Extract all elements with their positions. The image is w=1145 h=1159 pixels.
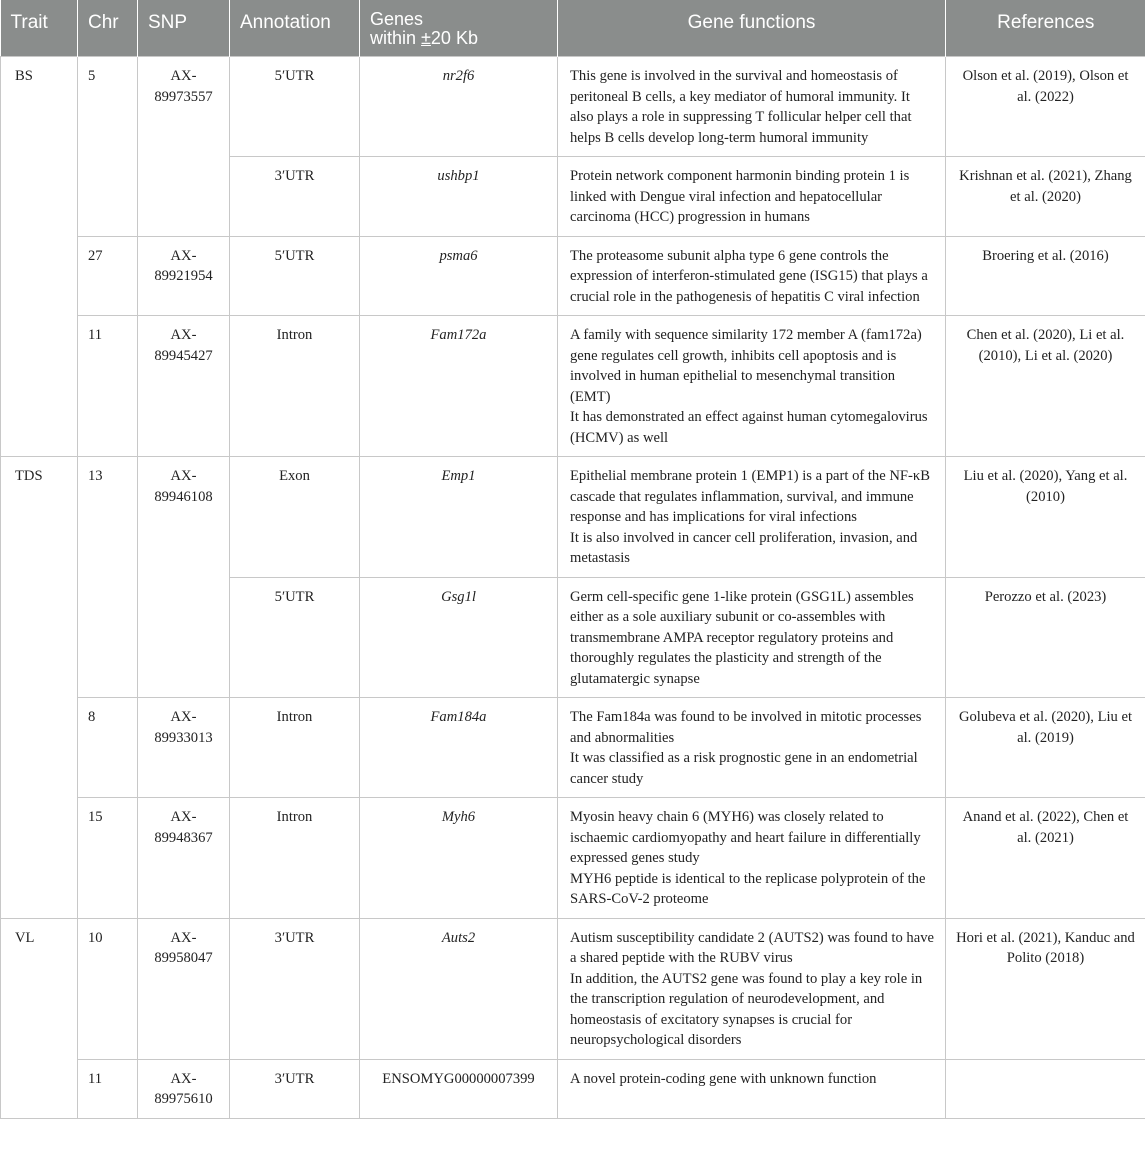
header-trait: Trait <box>1 0 78 57</box>
gene-cell: psma6 <box>360 236 558 316</box>
header-functions: Gene functions <box>558 0 946 57</box>
function-paragraph: The Fam184a was found to be involved in mitotic processes and abnormalities <box>570 709 922 746</box>
annotation-cell: 3′UTR <box>230 918 360 1059</box>
chr-cell: 15 <box>78 798 138 919</box>
references-cell: Hori et al. (2021), Kanduc and Polito (2018) <box>946 918 1145 1059</box>
function-cell <box>558 316 946 457</box>
function-paragraph: A family with sequence similarity 172 member A (fam172a) gene regulates cell growth, inhibits cell apoptosis and is involved in human epithelial to mesenchymal transition (EMT) <box>570 327 922 405</box>
references-cell: Krishnan et al. (2021), Zhang et al. (2020) <box>946 157 1145 237</box>
function-cell <box>558 457 946 578</box>
function-paragraph: Myosin heavy chain 6 (MYH6) was closely related to ischaemic cardiomyopathy and heart failure in differentially expressed genes study <box>570 809 921 866</box>
snp-cell: AX-89945427 <box>138 316 230 457</box>
function-paragraph: In addition, the AUTS2 gene was found to play a key role in the transcription regulation of neurodevelopment, and homeostasis of excitatory synapses is crucial for neuropsychological disorders <box>570 970 923 1048</box>
table-row <box>1 698 1145 798</box>
table-row <box>1 236 1145 316</box>
header-snp: SNP <box>138 0 230 57</box>
table-row <box>1 457 1145 578</box>
annotation-cell: 5′UTR <box>230 577 360 698</box>
function-paragraph: This gene is involved in the survival and homeostasis of peritoneal B cells, a key mediator of humoral immunity. It also plays a role in suppressing T follicular helper cell that helps B cells develop long-term humoral immunity <box>570 68 912 146</box>
header-references: References <box>946 0 1145 57</box>
gene-cell: Auts2 <box>360 918 558 1059</box>
header-genes-within: within <box>370 28 422 48</box>
header-row <box>1 0 1145 57</box>
references-cell: Olson et al. (2019), Olson et al. (2022) <box>946 57 1145 157</box>
snp-cell: AX-89921954 <box>138 236 230 316</box>
references-cell: Perozzo et al. (2023) <box>946 577 1145 698</box>
chr-cell: 11 <box>78 1059 138 1118</box>
function-paragraph: Epithelial membrane protein 1 (EMP1) is a part of the NF-κB cascade that regulates inflammation, survival, and immune response and has implications for viral infections <box>570 468 930 525</box>
trait-cell: VL <box>1 918 78 1118</box>
gene-cell: Myh6 <box>360 798 558 919</box>
annotation-cell: Intron <box>230 698 360 798</box>
header-genes-line2 <box>370 29 547 48</box>
annotation-cell: 5′UTR <box>230 57 360 157</box>
function-cell <box>558 157 946 237</box>
gene-cell: Emp1 <box>360 457 558 578</box>
function-cell <box>558 57 946 157</box>
references-cell: Liu et al. (2020), Yang et al. (2010) <box>946 457 1145 578</box>
function-cell <box>558 1059 946 1118</box>
function-paragraph: Protein network component harmonin binding protein 1 is linked with Dengue viral infection and hepatocellular carcinoma (HCC) progression in humans <box>570 168 910 225</box>
table-body <box>1 57 1145 1119</box>
references-cell: Chen et al. (2020), Li et al. (2010), Li et al. (2020) <box>946 316 1145 457</box>
function-paragraph: It has demonstrated an effect against human cytomegalovirus (HCMV) as well <box>570 409 928 446</box>
header-chr: Chr <box>78 0 138 57</box>
chr-cell: 27 <box>78 236 138 316</box>
function-paragraph: It is also involved in cancer cell proliferation, invasion, and metastasis <box>570 529 918 566</box>
table-row <box>1 57 1145 157</box>
chr-cell: 11 <box>78 316 138 457</box>
annotation-cell: 3′UTR <box>230 1059 360 1118</box>
snp-cell: AX-89973557 <box>138 57 230 237</box>
snp-cell: AX-89933013 <box>138 698 230 798</box>
annotation-cell: 3′UTR <box>230 157 360 237</box>
snp-cell: AX-89948367 <box>138 798 230 919</box>
header-genes-kb: 20 Kb <box>430 28 478 48</box>
annotation-cell: Exon <box>230 457 360 578</box>
function-cell <box>558 236 946 316</box>
function-paragraph: Autism susceptibility candidate 2 (AUTS2) was found to have a shared peptide with the RUBV virus <box>570 929 934 966</box>
gene-cell: Fam172a <box>360 316 558 457</box>
snp-cell: AX-89975610 <box>138 1059 230 1118</box>
gene-cell: Fam184a <box>360 698 558 798</box>
function-paragraph: Germ cell-specific gene 1-like protein (GSG1L) assembles either as a sole auxiliary subunit or co-assembles with transmembrane AMPA receptor regulatory proteins and thoroughly regulates the plasticity and strength of the glutamatergic synapse <box>570 588 914 687</box>
table-row <box>1 798 1145 919</box>
trait-cell: TDS <box>1 457 78 919</box>
gene-cell: ENSOMYG00000007399 <box>360 1059 558 1118</box>
annotation-cell: Intron <box>230 316 360 457</box>
function-cell <box>558 798 946 919</box>
function-paragraph: A novel protein-coding gene with unknown function <box>570 1070 877 1087</box>
gene-cell: nr2f6 <box>360 57 558 157</box>
function-paragraph: MYH6 peptide is identical to the replicase polyprotein of the SARS-CoV-2 proteome <box>570 870 926 907</box>
table-row <box>1 316 1145 457</box>
gene-cell: Gsg1l <box>360 577 558 698</box>
header-genes <box>360 0 558 57</box>
references-cell <box>946 1059 1145 1118</box>
gene-cell: ushbp1 <box>360 157 558 237</box>
function-cell <box>558 577 946 698</box>
snp-cell: AX-89958047 <box>138 918 230 1059</box>
header-annotation: Annotation <box>230 0 360 57</box>
header-genes-line1: Genes <box>370 9 424 29</box>
references-cell: Anand et al. (2022), Chen et al. (2021) <box>946 798 1145 919</box>
snp-cell: AX-89946108 <box>138 457 230 698</box>
annotation-cell: 5′UTR <box>230 236 360 316</box>
chr-cell: 5 <box>78 57 138 237</box>
table-row <box>1 918 1145 1059</box>
annotation-cell: Intron <box>230 798 360 919</box>
header-genes-pm: ± <box>421 28 431 48</box>
function-paragraph: The proteasome subunit alpha type 6 gene controls the expression of interferon-stimulated gene (ISG15) that plays a crucial role in the pathogenesis of hepatitis C viral infection <box>570 247 928 305</box>
references-cell: Broering et al. (2016) <box>946 236 1145 316</box>
table-row <box>1 1059 1145 1118</box>
function-cell <box>558 698 946 798</box>
chr-cell: 13 <box>78 457 138 698</box>
trait-cell: BS <box>1 57 78 457</box>
function-cell <box>558 918 946 1059</box>
references-cell: Golubeva et al. (2020), Liu et al. (2019) <box>946 698 1145 798</box>
chr-cell: 8 <box>78 698 138 798</box>
chr-cell: 10 <box>78 918 138 1059</box>
function-paragraph: It was classified as a risk prognostic gene in an endometrial cancer study <box>570 750 918 787</box>
